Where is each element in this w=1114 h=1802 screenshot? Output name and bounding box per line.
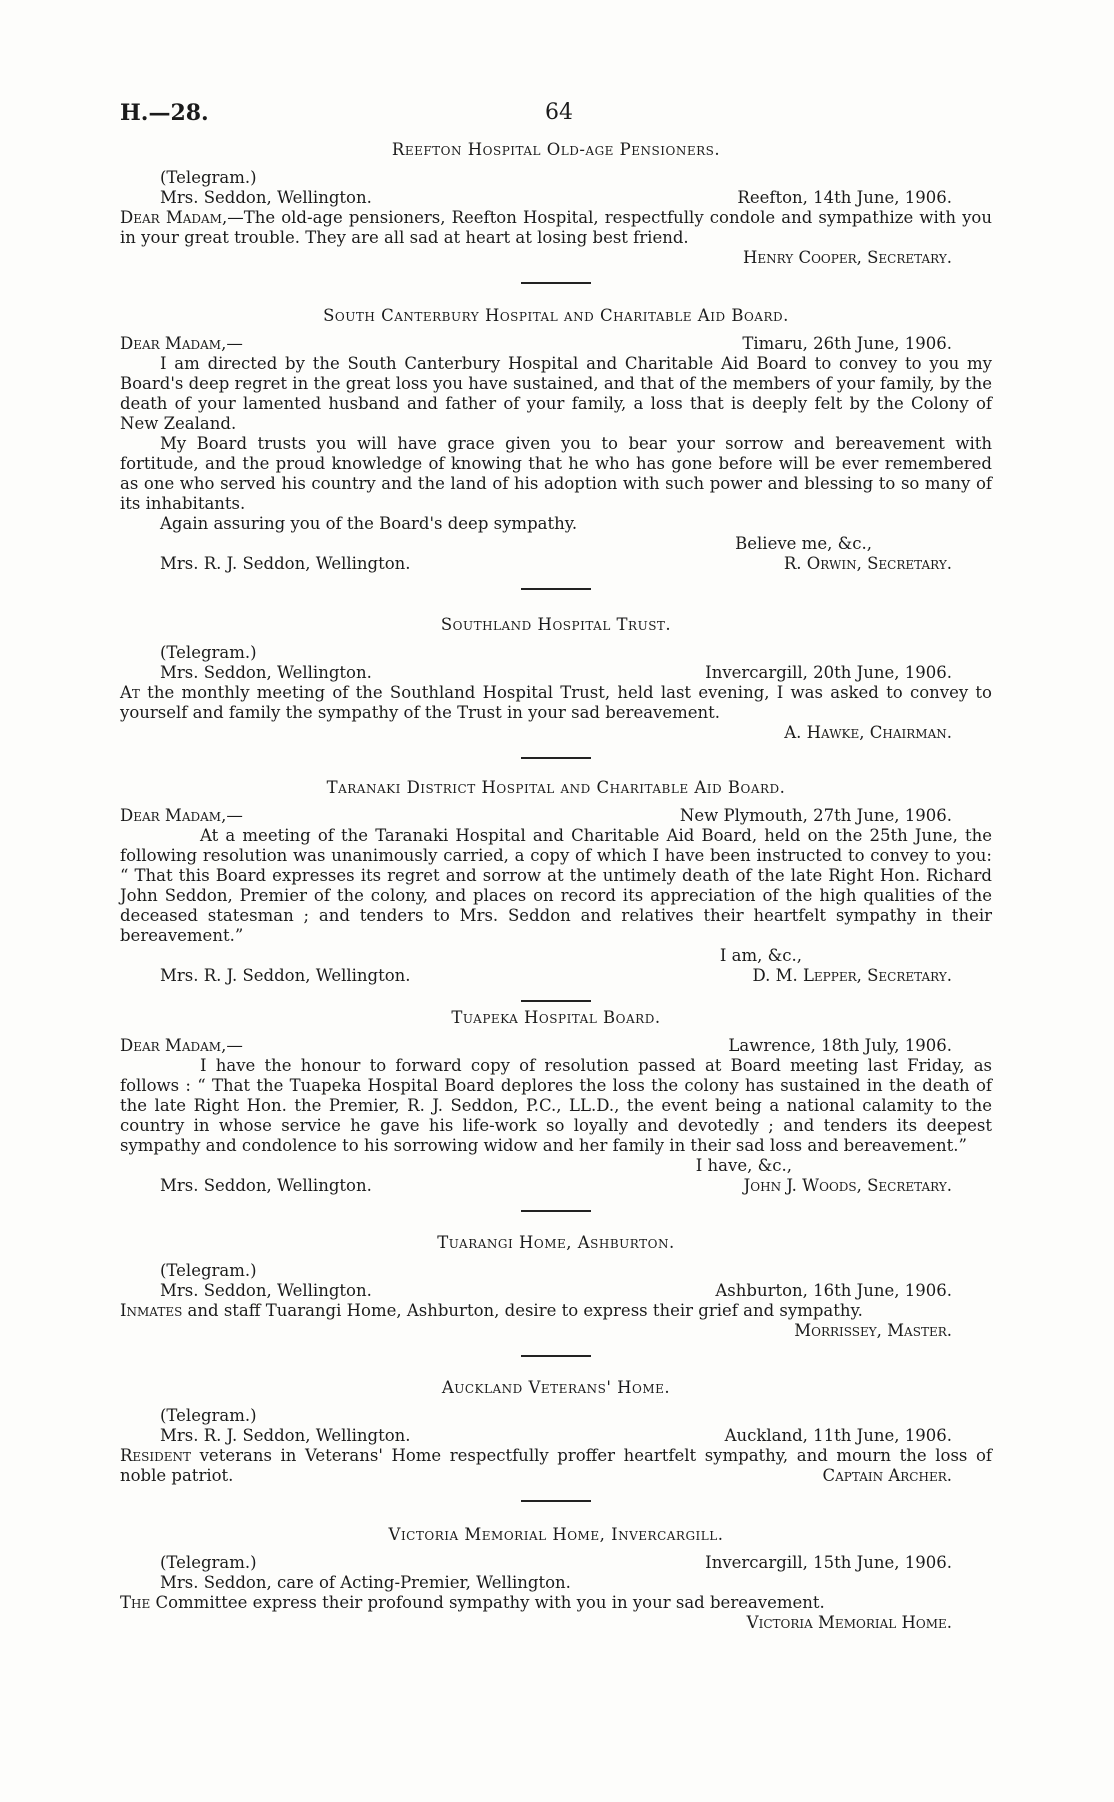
body-text: —The old-age pensioners, Reefton Hospital, respectfully condole and sympathize with you in your great trouble. They are all sad at heart at losing best friend. [120, 208, 992, 247]
section-title: Tuapeka Hospital Board. [451, 1008, 661, 1027]
divider [521, 1000, 591, 1002]
section-tuarangi [120, 1233, 992, 1385]
section-title: Reefton Hospital Old-age Pensioners. [391, 140, 721, 159]
divider [521, 588, 591, 590]
section-auckland-veterans [120, 1378, 992, 1530]
letter-body [120, 1301, 992, 1321]
telegram-label: (Telegram.) [160, 643, 257, 662]
letter-body [120, 683, 992, 723]
divider [521, 1500, 591, 1502]
signature: Victoria Memorial Home. [746, 1613, 952, 1632]
addressee: Mrs. Seddon, Wellington. [160, 1176, 372, 1195]
salutation: Dear Madam, [120, 208, 228, 227]
place-date: Invercargill, 20th June, 1906. [705, 663, 952, 682]
place-date: Invercargill, 15th June, 1906. [705, 1553, 952, 1572]
signature: John J. Woods, Secretary. [743, 1176, 952, 1195]
telegram-label: (Telegram.) [160, 1553, 257, 1572]
paragraph: I am directed by the South Canterbury Hospital and Charitable Aid Board to convey to you my Board's deep regret in the great loss you have sustained, and that of the members of your family, by the death of your lamented husband and father of your family, a loss that is deeply felt by the Colony of New Zealand. [120, 354, 992, 433]
section-south-canterbury [120, 306, 992, 618]
place-date: Timaru, 26th June, 1906. [742, 334, 952, 353]
addressee: Mrs. Seddon, Wellington. [160, 663, 372, 682]
lead-word: At [120, 683, 140, 702]
divider [521, 1210, 591, 1212]
body-text: and staff Tuarangi Home, Ashburton, desire to express their grief and sympathy. [182, 1301, 863, 1320]
section-victoria-memorial [120, 1525, 992, 1633]
section-title: Taranaki District Hospital and Charitable Aid Board. [326, 778, 786, 797]
divider [521, 1355, 591, 1357]
signature: R. Orwin, Secretary. [783, 554, 952, 573]
letter-body [120, 208, 992, 248]
section-southland [120, 615, 992, 787]
closing: I am, &c., [719, 946, 802, 965]
signature: Captain Archer. [822, 1466, 952, 1485]
body-text: the monthly meeting of the Southland Hospital Trust, held last evening, I was asked to convey to yourself and family the sympathy of the Trust in your sad bereavement. [120, 683, 992, 722]
signature: A. Hawke, Chairman. [784, 723, 952, 742]
body-text: veterans in Veterans' Home respectfully proffer heartfelt sympathy, and mourn the loss of noble patriot. [120, 1446, 992, 1485]
lead-word: Resident [120, 1446, 192, 1465]
place-date: Reefton, 14th June, 1906. [737, 188, 952, 207]
letter-body: I have the honour to forward copy of resolution passed at Board meeting last Friday, as follows : “ That the Tuapeka Hospital Board deplores the loss the colony has sustained in the death of the late Right Hon. the Premier, R. J. Seddon, P.C., LL.D., the event being a national calamity to the country in whose service he gave his life-work so loyally and devotedly ; and tenders its deepest sympathy and condolence to his sorrowing widow and her family in their sad loss and bereavement.” [120, 1056, 992, 1155]
section-title: Auckland Veterans' Home. [441, 1378, 671, 1397]
body-text: Committee express their profound sympathy with you in your sad bereavement. [150, 1593, 825, 1612]
section-taranaki [120, 778, 992, 1030]
section-title: Southland Hospital Trust. [440, 615, 672, 634]
telegram-label: (Telegram.) [160, 1261, 257, 1280]
closing: Believe me, &c., [735, 534, 872, 553]
addressee: Mrs. R. J. Seddon, Wellington. [160, 1426, 411, 1445]
paragraph: My Board trusts you will have grace given you to bear your sorrow and bereavement with fortitude, and the proud knowledge of knowing that he who has gone before will be ever remembered as one who served his country and the land of his adoption with such power and blessing to so many of its inhabitants. [120, 434, 992, 513]
telegram-label: (Telegram.) [160, 168, 257, 187]
divider [521, 757, 591, 759]
salutation: Dear Madam,— [120, 1036, 243, 1055]
page-number: 64 [545, 100, 573, 125]
divider [521, 282, 591, 284]
lead-word: The [120, 1593, 151, 1612]
addressee: Mrs. Seddon, Wellington. [160, 1281, 372, 1300]
section-title: Victoria Memorial Home, Invercargill. [388, 1525, 724, 1544]
addressee: Mrs. R. J. Seddon, Wellington. [160, 554, 411, 573]
salutation: Dear Madam,— [120, 806, 243, 825]
letter-body: At a meeting of the Taranaki Hospital and Charitable Aid Board, held on the 25th June, the following resolution was unanimously carried, a copy of which I have been instructed to convey to you: “ That this Board expresses its regret and sorrow at the untimely death of the late Right Hon. Richard John Seddon, Premier of the colony, and places on record its appreciation of the high qualities of the deceased statesman ; and tenders to Mrs. Seddon and relatives their heartfelt sympathy in their bereavement.” [120, 826, 992, 945]
addressee: Mrs. Seddon, care of Acting-Premier, Wellington. [160, 1573, 571, 1592]
signature: Henry Cooper, Secretary. [742, 248, 952, 267]
place-date: Ashburton, 16th June, 1906. [715, 1281, 952, 1300]
paragraph: Again assuring you of the Board's deep sympathy. [160, 514, 578, 533]
lead-word: Inmates [120, 1301, 183, 1320]
closing: I have, &c., [695, 1156, 792, 1175]
place-date: Lawrence, 18th July, 1906. [728, 1036, 952, 1055]
section-title: South Canterbury Hospital and Charitable Aid Board. [323, 306, 789, 325]
salutation: Dear Madam,— [120, 334, 243, 353]
addressee: Mrs. R. J. Seddon, Wellington. [160, 966, 411, 985]
section-tuapeka [120, 1008, 992, 1240]
telegram-label: (Telegram.) [160, 1406, 257, 1425]
letter-body [120, 1593, 992, 1613]
section-title: Tuarangi Home, Ashburton. [437, 1233, 675, 1252]
signature: Morrissey, Master. [794, 1321, 952, 1340]
page-reference: H.—28. [120, 100, 209, 126]
place-date: Auckland, 11th June, 1906. [724, 1426, 952, 1445]
signature: D. M. Lepper, Secretary. [752, 966, 952, 985]
section-reefton [120, 140, 992, 312]
place-date: New Plymouth, 27th June, 1906. [679, 806, 952, 825]
addressee: Mrs. Seddon, Wellington. [160, 188, 372, 207]
